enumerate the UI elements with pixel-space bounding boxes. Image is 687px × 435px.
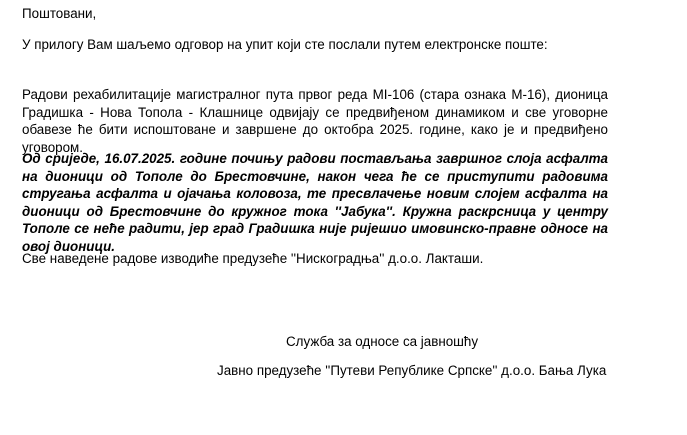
salutation: Поштовани, [22,6,97,21]
paragraph-contractor: Све наведене радове изводиће предузеће ''Нискоградња'' д.о.о. Лакташи. [22,251,484,266]
paragraph-works-schedule: Од сриједе, 16.07.2025. године почињу радови постављања завршног слоја асфалта на дионици од Тополе до Брестовчине, након чега ће се приступити радовима стругања асфалта и ојачања коловоза, те пресвлачење новим слојем асфалта на дионици од Брестовчине до кружног тока ''Јабука''. Кружна раскрсница у центру Тополе се неће радити, јер град Градишка није ријешио имовинско-правне односе на овој дионици. [22,151,608,254]
intro-text: У прилогу Вам шаљемо одговор на упит који сте послали путем електронске поште: [22,37,548,52]
paragraph-works-status: Радови рехабилитације магистралног пута првог реда МI-106 (стара ознака М-16), дионица Градишка - Нова Топола - Клашнице одвијају се предвиђеном динамиком и све уговорне обавезе ће бити испоштоване и завршене до октобра 2025. године, како је и предвиђено уговором. [22,87,608,155]
signature-department: Служба за односе са јавношћу [286,334,479,349]
signature-company: Јавно предузеће ''Путеви Републике Српске'' д.о.о. Бања Лука [217,363,607,378]
